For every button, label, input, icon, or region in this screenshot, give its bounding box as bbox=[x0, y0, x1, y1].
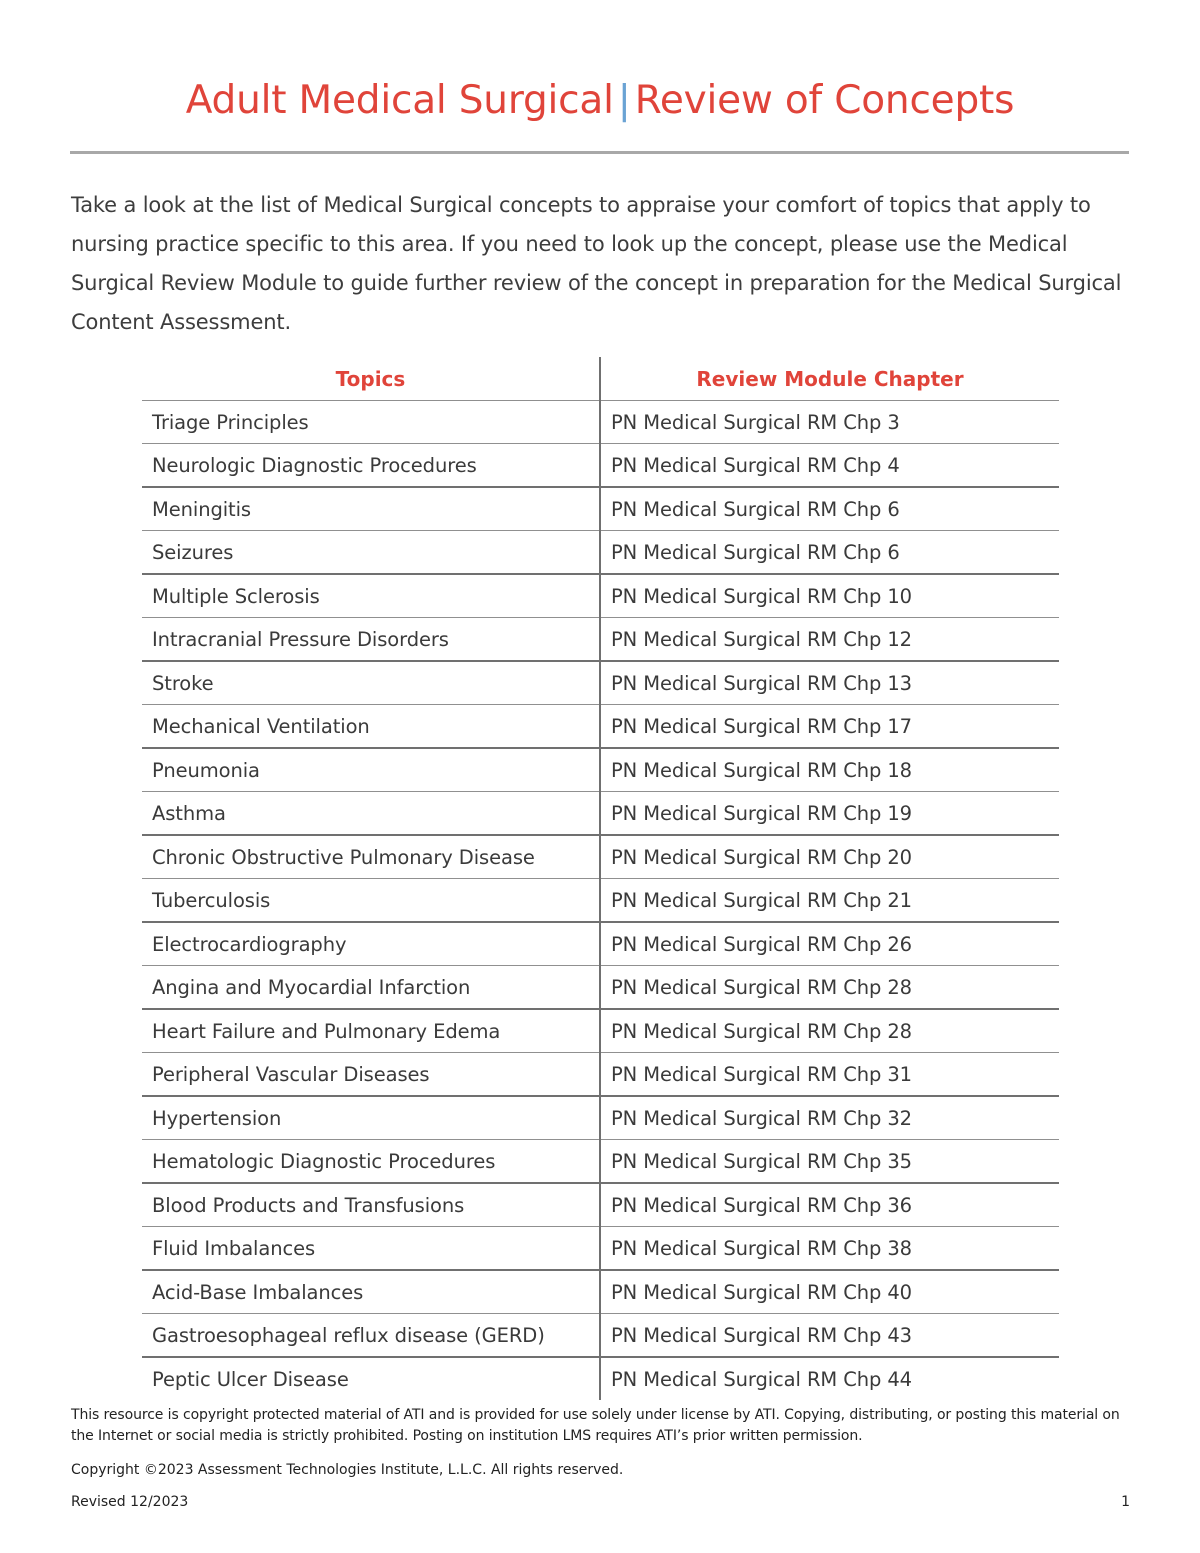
title-divider bbox=[70, 151, 1129, 154]
table-row bbox=[142, 401, 1059, 444]
chapter-cell: PN Medical Surgical RM Chp 13 bbox=[600, 661, 1059, 705]
chapter-cell: PN Medical Surgical RM Chp 3 bbox=[600, 401, 1059, 444]
table-row bbox=[142, 618, 1059, 662]
topic-cell: Mechanical Ventilation bbox=[142, 705, 600, 749]
chapter-cell: PN Medical Surgical RM Chp 31 bbox=[600, 1053, 1059, 1097]
table-body bbox=[142, 401, 1059, 1401]
table-row bbox=[142, 966, 1059, 1010]
topic-cell: Pneumonia bbox=[142, 748, 600, 792]
topic-cell: Gastroesophageal reflux disease (GERD) bbox=[142, 1314, 600, 1358]
table-row bbox=[142, 1096, 1059, 1140]
chapter-cell: PN Medical Surgical RM Chp 43 bbox=[600, 1314, 1059, 1358]
topic-cell: Triage Principles bbox=[142, 401, 600, 444]
table-row bbox=[142, 661, 1059, 705]
page-number: 1 bbox=[1121, 1494, 1130, 1510]
page-title bbox=[0, 76, 1200, 126]
chapter-cell: PN Medical Surgical RM Chp 6 bbox=[600, 531, 1059, 575]
topic-cell: Asthma bbox=[142, 792, 600, 836]
chapter-cell: PN Medical Surgical RM Chp 32 bbox=[600, 1096, 1059, 1140]
chapter-cell: PN Medical Surgical RM Chp 21 bbox=[600, 879, 1059, 923]
chapter-cell: PN Medical Surgical RM Chp 28 bbox=[600, 966, 1059, 1010]
table-row bbox=[142, 1140, 1059, 1184]
chapter-cell: PN Medical Surgical RM Chp 12 bbox=[600, 618, 1059, 662]
topic-cell: Heart Failure and Pulmonary Edema bbox=[142, 1009, 600, 1053]
title-right: Review of Concepts bbox=[634, 78, 1015, 123]
table-row bbox=[142, 748, 1059, 792]
chapter-cell: PN Medical Surgical RM Chp 38 bbox=[600, 1227, 1059, 1271]
title-left: Adult Medical Surgical bbox=[185, 78, 614, 123]
chapter-cell: PN Medical Surgical RM Chp 40 bbox=[600, 1270, 1059, 1314]
table-row bbox=[142, 444, 1059, 488]
topic-cell: Meningitis bbox=[142, 487, 600, 531]
chapter-cell: PN Medical Surgical RM Chp 35 bbox=[600, 1140, 1059, 1184]
table-row bbox=[142, 1357, 1059, 1400]
table-row bbox=[142, 1053, 1059, 1097]
topic-cell: Peptic Ulcer Disease bbox=[142, 1357, 600, 1400]
intro-paragraph: Take a look at the list of Medical Surgical concepts to appraise your comfort of topics that apply to nursing practice specific to this area. If you need to look up the concept, please use the Medical Surgical Review Module to guide further review of the concept in preparation for the Medical Surgical Content Assessment. bbox=[71, 193, 1122, 334]
table-row bbox=[142, 792, 1059, 836]
table-row bbox=[142, 531, 1059, 575]
chapter-cell: PN Medical Surgical RM Chp 28 bbox=[600, 1009, 1059, 1053]
topic-cell: Stroke bbox=[142, 661, 600, 705]
table-row bbox=[142, 1270, 1059, 1314]
chapter-cell: PN Medical Surgical RM Chp 10 bbox=[600, 574, 1059, 618]
chapter-cell: PN Medical Surgical RM Chp 17 bbox=[600, 705, 1059, 749]
table-row bbox=[142, 574, 1059, 618]
table-row bbox=[142, 1314, 1059, 1358]
topics-column-header: Topics bbox=[142, 357, 600, 401]
table-row bbox=[142, 705, 1059, 749]
topic-cell: Acid-Base Imbalances bbox=[142, 1270, 600, 1314]
chapter-cell: PN Medical Surgical RM Chp 44 bbox=[611, 1367, 912, 1391]
topic-cell: Blood Products and Transfusions bbox=[142, 1183, 600, 1227]
topic-cell: Hypertension bbox=[142, 1096, 600, 1140]
topic-cell: Tuberculosis bbox=[142, 879, 600, 923]
table-row bbox=[142, 1227, 1059, 1271]
table-row bbox=[142, 879, 1059, 923]
topics-table bbox=[142, 357, 1059, 1400]
topic-cell: Angina and Myocardial Infarction bbox=[142, 966, 600, 1010]
table-row bbox=[142, 487, 1059, 531]
chapter-cell: PN Medical Surgical RM Chp 4 bbox=[600, 444, 1059, 488]
table-header-row bbox=[142, 357, 1059, 401]
chapter-cell: PN Medical Surgical RM Chp 6 bbox=[600, 487, 1059, 531]
chapter-cell: PN Medical Surgical RM Chp 20 bbox=[600, 835, 1059, 879]
topic-cell: Peripheral Vascular Diseases bbox=[142, 1053, 600, 1097]
table-row bbox=[142, 922, 1059, 966]
revised-date: Revised 12/2023 bbox=[71, 1494, 189, 1510]
table-row bbox=[142, 1183, 1059, 1227]
topic-cell: Electrocardiography bbox=[142, 922, 600, 966]
topic-cell: Neurologic Diagnostic Procedures bbox=[142, 444, 600, 488]
topic-cell: Intracranial Pressure Disorders bbox=[142, 618, 600, 662]
copyright-notice: This resource is copyright protected material of ATI and is provided for use solely under license by ATI. Copying, distributing, or posting this material on the Internet or social media is strictly prohibited. Posting on institution LMS requires ATI’s prior written permission. bbox=[71, 1407, 1120, 1444]
title-separator: | bbox=[617, 78, 631, 123]
topic-cell: Chronic Obstructive Pulmonary Disease bbox=[142, 835, 600, 879]
topic-cell: Seizures bbox=[142, 531, 600, 575]
chapter-column-header: Review Module Chapter bbox=[600, 357, 1059, 401]
table-row bbox=[142, 835, 1059, 879]
topic-cell: Fluid Imbalances bbox=[142, 1227, 600, 1271]
chapter-cell: PN Medical Surgical RM Chp 19 bbox=[600, 792, 1059, 836]
topic-cell: Multiple Sclerosis bbox=[142, 574, 600, 618]
copyright-line: Copyright ©2023 Assessment Technologies Institute, L.L.C. All rights reserved. bbox=[71, 1462, 624, 1478]
topic-cell: Hematologic Diagnostic Procedures bbox=[142, 1140, 600, 1184]
chapter-cell: PN Medical Surgical RM Chp 26 bbox=[600, 922, 1059, 966]
chapter-cell: PN Medical Surgical RM Chp 36 bbox=[600, 1183, 1059, 1227]
table-row bbox=[142, 1009, 1059, 1053]
chapter-cell: PN Medical Surgical RM Chp 18 bbox=[600, 748, 1059, 792]
